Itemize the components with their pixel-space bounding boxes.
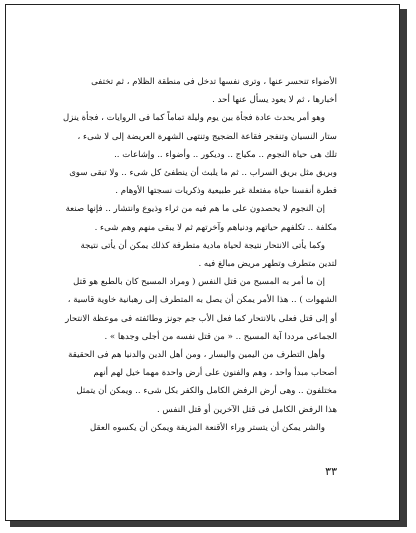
text-line: أصحاب مبدأ واحد ، وهم والفنون على أرض واحدة مهما خيل لهم أنهم xyxy=(93,368,337,379)
text-line: الجماعى مرددا آية المسيح .. « من قتل نفسه من أجلى وجدها » . xyxy=(104,331,337,342)
text-line: والشر يمكن أن يتستر وراء الأقنعة المزيفة ويمكن أن يكسوه العقل xyxy=(90,422,325,433)
text-line: أو إلى قتل فعلى بالانتحار كما فعل الأب جم جونز وطائفته فى موعظة الانتحار xyxy=(65,313,337,324)
text-line: وهو أمر يحدث عادة فجأة بين يوم وليلة تماماً كما فى الروايات ، فجأة ينزل xyxy=(62,113,325,124)
text-line: هذا الرفض الكامل فى قتل الآخرين أو قتل النفس . xyxy=(156,404,337,415)
text-line: وكما يأتى الانتحار نتيجة لحياة مادية متطرفة كذلك يمكن أن يأتى نتيجة xyxy=(80,240,325,251)
text-line: وبريق مثل بريق السراب .. ثم ما يلبث أن ينطفئ كل شىء .. ولا تبقى سوى xyxy=(69,168,337,179)
text-line: أخبارها ، ثم لا يعود يسأل عنها أحد . xyxy=(212,95,337,106)
text-line: الأضواء تنحسر عنها ، وترى نفسها تدخل فى منطقة الظلام ، ثم تختفى xyxy=(91,77,337,87)
page-number: ٣٣ xyxy=(325,465,337,478)
text-line: فطرة أنفسنا حياة مفتعلة غير طبيعية وذكريات نسجتها الأوهام . xyxy=(115,186,337,197)
text-line: وأهل التطرف من اليمين واليسار ، ومن أهل الدين والدنيا هم فى الحقيقة xyxy=(68,350,325,361)
text-line: الشهوات ) .. هذا الأمر يمكن أن يصل به المتطرف إلى رهبانية خاوية قاسية ، xyxy=(67,295,337,306)
text-line: إن ما أمر به المسيح من قتل النفس ( ومراد المسيح كان بالطبع هو قتل xyxy=(73,277,325,288)
text-line: تلك هى حياة النجوم .. مكياج .. وديكور .. وأضواء .. وإشاعات .. xyxy=(114,149,337,160)
book-page xyxy=(5,4,400,521)
text-line: إن النجوم لا يحصدون على ما هم فيه من ثراء وذيوع وانتشار .. فإنها صنعة xyxy=(65,204,325,215)
text-line: ستار النسيان وتنفجر فقاعة الضجيج وتنتهى الشهرة العريضة إلى لا شىء ، xyxy=(77,131,337,142)
text-line: مكلفة .. تكلفهم حياتهم ودنياهم وآخرتهم ثم لا يبقى منهم وهم شىء . xyxy=(94,222,337,233)
text-line: لتدين متطرف وتطهر مريض مبالغ فيه . xyxy=(198,259,337,270)
text-line: مختلفون .. وهى أرض الرفض الكامل والكفر بكل شىء .. ويمكن أن يتمثل xyxy=(76,386,337,397)
body-text xyxy=(56,73,337,437)
